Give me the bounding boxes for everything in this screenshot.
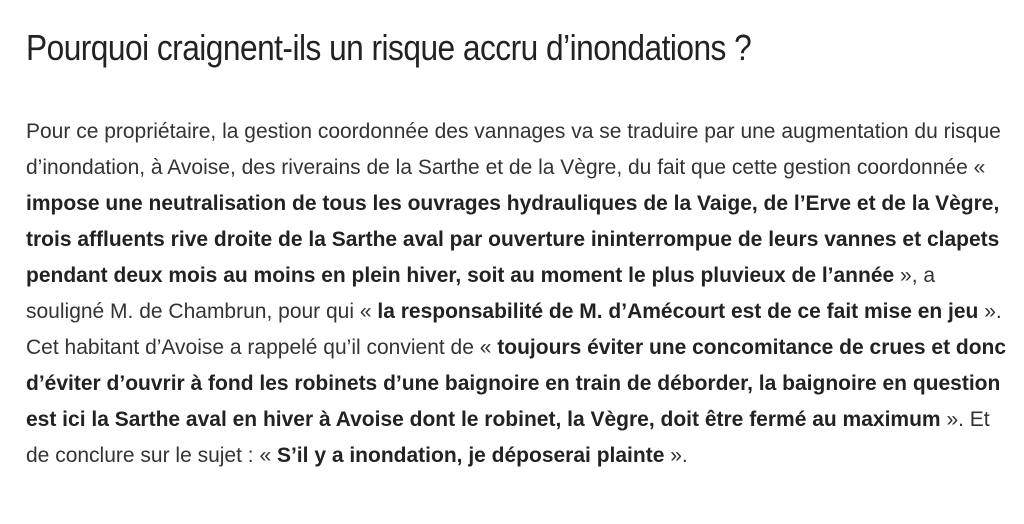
paragraph-text: ».: [664, 444, 688, 467]
article-heading: Pourquoi craignent-ils un risque accru d’inondations ?: [26, 27, 752, 68]
article: [26, 0, 1011, 474]
paragraph-quote: toujours éviter une concomitance de crues et donc d’éviter d’ouvrir à fond les robinets d’une baignoire en train de déborder, la baignoire en question est ici la Sarthe aval en hiver à Avoise dont le robinet, la Vègre, doit être fermé au maximum: [26, 336, 1007, 431]
paragraph-quote: impose une neutralisation de tous les ouvrages hydrauliques de la Vaige, de l’Erve et de la Vègre, trois affluents rive droite de la Sarthe aval par ouverture ininterrompue de leurs vannes et clapets pendant deux mois au moins en plein hiver, soit au moment le plus pluvieux de l’année: [26, 192, 1000, 287]
paragraph-text: Pour ce propriétaire, la gestion coordonnée des vannages va se traduire par une augmentation du risque d’inondation, à Avoise, des riverains de la Sarthe et de la Vègre, du fait que cette gestion coordonnée «: [26, 120, 1001, 179]
paragraph-text: ». Cet habitant d’Avoise a rappelé qu’il convient de «: [26, 300, 1002, 359]
article-paragraph: [26, 114, 1011, 474]
paragraph-text: ». Et de conclure sur le sujet : «: [26, 408, 990, 467]
paragraph-quote: S’il y a inondation, je déposerai plainte: [276, 444, 665, 467]
paragraph-text: », a souligné M. de Chambrun, pour qui «: [26, 264, 936, 323]
paragraph-quote: la responsabilité de M. d’Amécourt est de ce fait mise en jeu: [377, 300, 979, 323]
